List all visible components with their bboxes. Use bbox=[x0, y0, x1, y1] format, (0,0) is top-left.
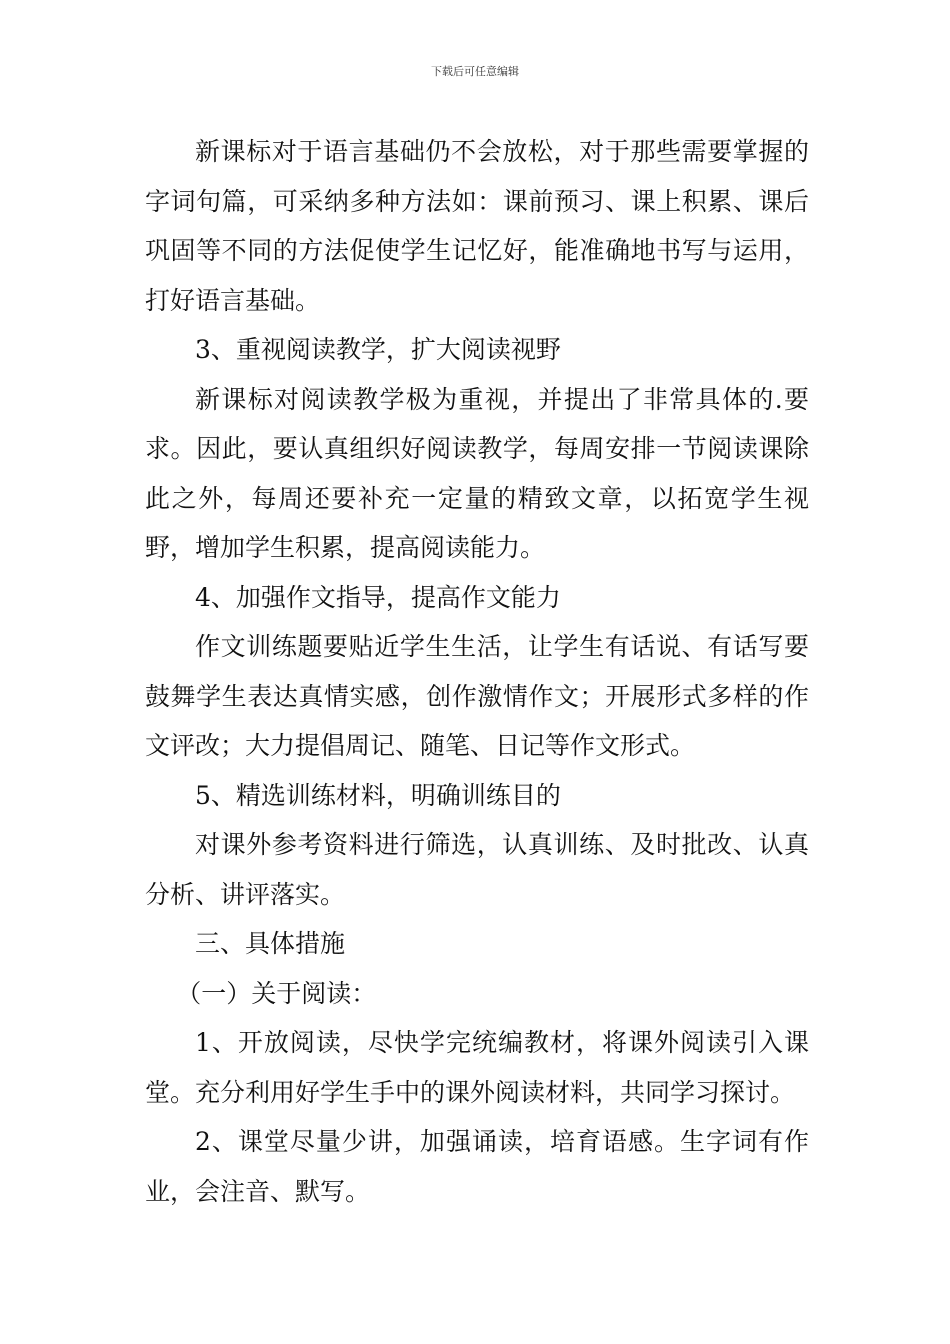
body-paragraph: 2、课堂尽量少讲，加强诵读，培育语感。生字词有作业，会注音、默写。 bbox=[145, 1127, 809, 1206]
section-heading: 三、具体措施 bbox=[195, 929, 346, 958]
page-header: 下载后可任意编辑 bbox=[431, 65, 519, 78]
body-paragraph: 新课标对于语言基础仍不会放松，对于那些需要掌握的字词句篇，可采纳多种方法如：课前预习、课上积累、课后巩固等不同的方法促使学生记忆好，能准确地书写与运用，打好语言基础。 bbox=[145, 137, 809, 315]
section-heading: 4、加强作文指导，提高作文能力 bbox=[195, 582, 561, 612]
body-paragraph: 1、开放阅读，尽快学完统编教材，将课外阅读引入课堂。充分利用好学生手中的课外阅读材料，共同学习探讨。 bbox=[145, 1028, 809, 1107]
body-paragraph: 新课标对阅读教学极为重视，并提出了非常具体的.要求。因此，要认真组织好阅读教学，每周安排一节阅读课除此之外，每周还要补充一定量的精致文章，以拓宽学生视野，增加学生积累，提高阅读能力。 bbox=[145, 384, 809, 562]
section-heading: 5、精选训练材料，明确训练目的 bbox=[195, 780, 561, 810]
section-heading: 3、重视阅读教学，扩大阅读视野 bbox=[195, 335, 561, 364]
document-body bbox=[145, 127, 809, 1216]
body-paragraph: 对课外参考资料进行筛选，认真训练、及时批改、认真分析、讲评落实。 bbox=[145, 830, 809, 909]
subsection-heading: （一）关于阅读： bbox=[176, 978, 377, 1008]
body-paragraph: 作文训练题要贴近学生生活，让学生有话说、有话写要鼓舞学生表达真情实感，创作激情作文；开展形式多样的作文评改；大力提倡周记、随笔、日记等作文形式。 bbox=[145, 632, 809, 760]
